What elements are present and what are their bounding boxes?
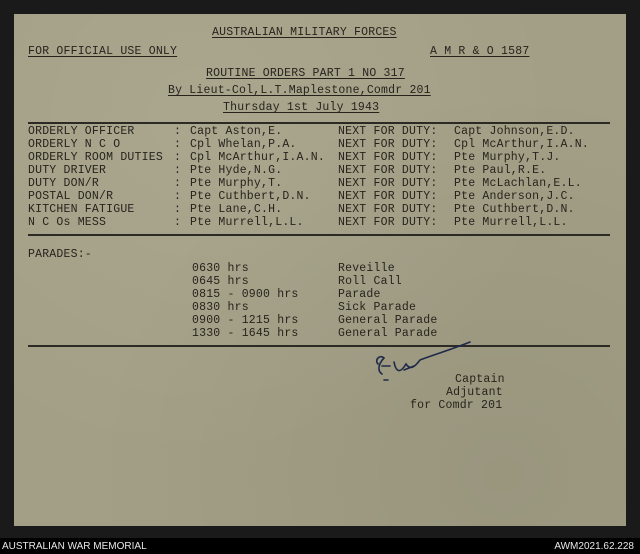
parade-time: 0645 hrs <box>192 275 249 288</box>
duty-next: Pte McLachlan,E.L. <box>454 177 582 190</box>
duty-next: Pte Paul,R.E. <box>454 164 547 177</box>
duty-role: N C Os MESS <box>28 216 107 229</box>
parade-event: General Parade <box>338 327 438 340</box>
duty-next: Pte Anderson,J.C. <box>454 190 575 203</box>
duty-colon: : <box>174 125 182 138</box>
duty-current: Cpl McArthur,I.A.N. <box>190 151 325 164</box>
signatory-rank: Captain <box>455 373 505 386</box>
duty-current: Pte Murphy,T. <box>190 177 283 190</box>
signatory-for: for Comdr 201 <box>410 399 503 412</box>
duty-current: Pte Murrell,L.L. <box>190 216 304 229</box>
next-duty-label: NEXT FOR DUTY: <box>338 177 438 190</box>
duty-role: DUTY DON/R <box>28 177 100 190</box>
footer-accession-number: AWM2021.62.228 <box>554 541 634 552</box>
classification: FOR OFFICIAL USE ONLY <box>28 45 178 58</box>
duty-current: Capt Aston,E. <box>190 125 283 138</box>
duty-next: Pte Cuthbert,D.N. <box>454 203 575 216</box>
duty-colon: : <box>174 164 182 177</box>
duty-colon: : <box>174 190 182 203</box>
duty-role: POSTAL DON/R <box>28 190 114 203</box>
parade-event: Reveille <box>338 262 395 275</box>
parade-event: Roll Call <box>338 275 402 288</box>
duty-current: Pte Hyde,N.G. <box>190 164 283 177</box>
reference-number: A M R & O 1587 <box>430 45 530 58</box>
footer-credit: AUSTRALIAN WAR MEMORIAL <box>2 541 147 552</box>
parade-event: General Parade <box>338 314 438 327</box>
duty-current: Pte Lane,C.H. <box>190 203 283 216</box>
next-duty-label: NEXT FOR DUTY: <box>338 203 438 216</box>
by-line: By Lieut-Col,L.T.Maplestone,Comdr 201 <box>168 84 431 97</box>
middle-rule <box>28 234 610 236</box>
next-duty-label: NEXT FOR DUTY: <box>338 151 438 164</box>
bottom-rule <box>28 345 610 347</box>
next-duty-label: NEXT FOR DUTY: <box>338 190 438 203</box>
parade-time: 0630 hrs <box>192 262 249 275</box>
next-duty-label: NEXT FOR DUTY: <box>338 125 438 138</box>
duty-colon: : <box>174 203 182 216</box>
next-duty-label: NEXT FOR DUTY: <box>338 164 438 177</box>
duty-role: KITCHEN FATIGUE <box>28 203 135 216</box>
org-heading: AUSTRALIAN MILITARY FORCES <box>212 26 397 39</box>
duty-current: Cpl Whelan,P.A. <box>190 138 297 151</box>
parade-time: 0815 - 0900 hrs <box>192 288 299 301</box>
parade-event: Parade <box>338 288 381 301</box>
parades-label: PARADES:- <box>28 248 92 261</box>
parade-event: Sick Parade <box>338 301 417 314</box>
parade-time: 0830 hrs <box>192 301 249 314</box>
duty-role: ORDERLY OFFICER <box>28 125 135 138</box>
duty-next: Capt Johnson,E.D. <box>454 125 575 138</box>
orders-title: ROUTINE ORDERS PART 1 NO 317 <box>206 67 405 80</box>
duty-colon: : <box>174 177 182 190</box>
parade-time: 1330 - 1645 hrs <box>192 327 299 340</box>
next-duty-label: NEXT FOR DUTY: <box>338 216 438 229</box>
order-date: Thursday 1st July 1943 <box>223 101 380 114</box>
parade-time: 0900 - 1215 hrs <box>192 314 299 327</box>
duty-next: Cpl McArthur,I.A.N. <box>454 138 589 151</box>
document-paper <box>14 14 626 526</box>
duty-role: ORDERLY N C O <box>28 138 121 151</box>
duty-role: DUTY DRIVER <box>28 164 107 177</box>
top-rule <box>28 122 610 124</box>
next-duty-label: NEXT FOR DUTY: <box>338 138 438 151</box>
duty-colon: : <box>174 138 182 151</box>
duty-current: Pte Cuthbert,D.N. <box>190 190 311 203</box>
duty-colon: : <box>174 216 182 229</box>
duty-next: Pte Murphy,T.J. <box>454 151 561 164</box>
duty-role: ORDERLY ROOM DUTIES <box>28 151 163 164</box>
duty-colon: : <box>174 151 182 164</box>
duty-next: Pte Murrell,L.L. <box>454 216 568 229</box>
signatory-position: Adjutant <box>446 386 503 399</box>
